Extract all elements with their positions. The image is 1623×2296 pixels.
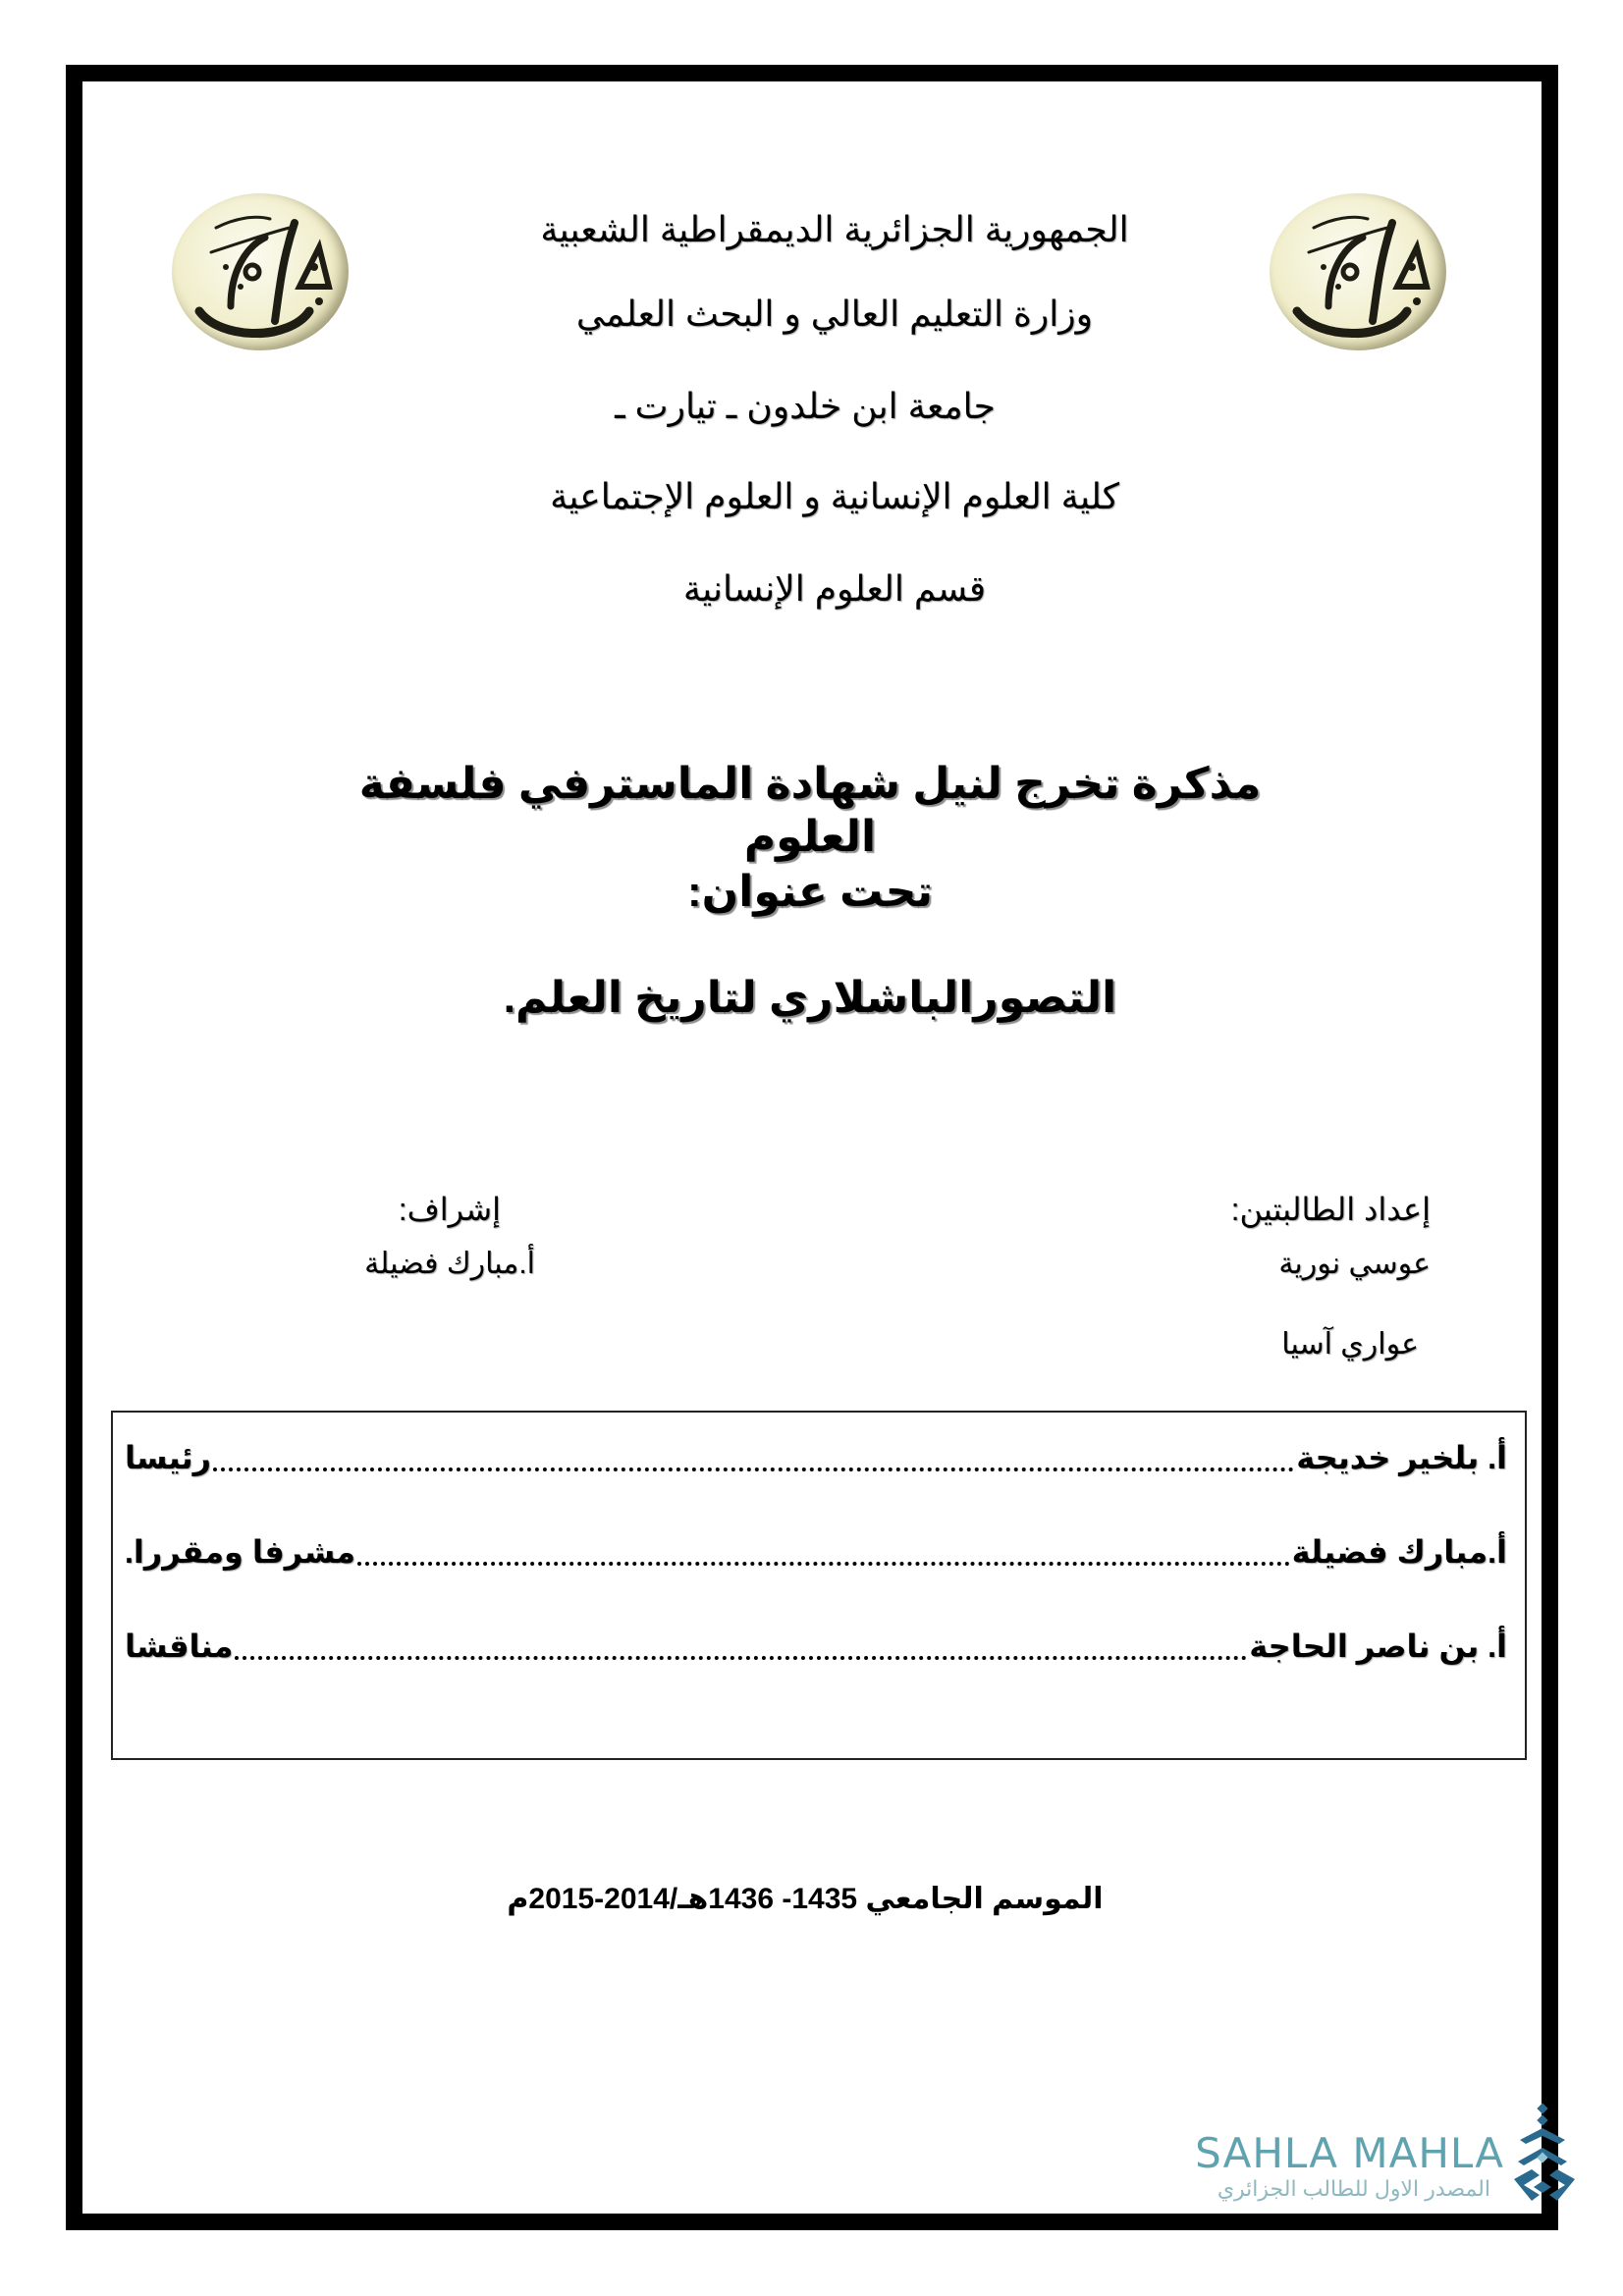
university-seal-logo-right [1270, 193, 1446, 350]
author-name-2: عواري آسيا [1281, 1328, 1419, 1361]
jury-row [125, 1430, 1507, 1479]
supervision-label: إشراف: [398, 1192, 501, 1227]
dotted-leader [357, 1562, 1290, 1566]
university-seal-logo-left [172, 193, 349, 350]
sahla-mahla-watermark [1129, 2128, 1551, 2216]
header-ministry: وزارة التعليم العالي و البحث العلمي [575, 294, 1094, 334]
jury-box [111, 1411, 1527, 1760]
dotted-leader [235, 1656, 1247, 1660]
jury-row [125, 1619, 1507, 1668]
authors-label: إعداد الطالبتين: [1230, 1192, 1431, 1227]
thesis-degree-line: مذكرة تخرج لنيل شهادة الماسترفي فلسفة العلوم [358, 760, 1262, 861]
header-republic: الجمهورية الجزائرية الديمقراطية الشعبية [540, 209, 1129, 249]
supervisor-name: أ.مبارك فضيلة [364, 1248, 535, 1280]
jury-row [125, 1524, 1507, 1574]
academic-year: الموسم الجامعي 1435- 1436هـ/2014-2015م [507, 1883, 1104, 1915]
dotted-leader [213, 1468, 1294, 1471]
jury-member-role: مشرفا ومقررا. [125, 1534, 356, 1570]
jury-member-name: أ. بن ناصر الحاجة [1249, 1629, 1507, 1664]
thesis-title-label: تحت عنوان: [687, 868, 933, 916]
watermark-brand: SAHLA MAHLA [1195, 2129, 1504, 2177]
thesis-title: التصورالباشلاري لتاريخ العلم. [503, 974, 1117, 1022]
header-department: قسم العلوم الإنسانية [682, 568, 987, 609]
header-university: جامعة ابن خلدون ـ تيارت ـ [615, 386, 996, 426]
jury-member-role: رئيسا [125, 1440, 212, 1475]
watermark-tagline: المصدر الاول للطالب الجزائري [1217, 2176, 1490, 2201]
jury-member-role: مناقشا [125, 1629, 234, 1664]
jury-member-name: أ. بلخير خديجة [1296, 1440, 1507, 1475]
author-name-1: عوسي نورية [1278, 1248, 1431, 1280]
jury-member-name: أ.مبارك فضيلة [1291, 1534, 1507, 1570]
seal-icon [1270, 193, 1446, 350]
header-faculty: كلية العلوم الإنسانية و العلوم الإجتماعية [550, 476, 1119, 516]
seal-icon [172, 193, 349, 350]
sahla-mahla-calligraphy-icon [1510, 2101, 1579, 2209]
